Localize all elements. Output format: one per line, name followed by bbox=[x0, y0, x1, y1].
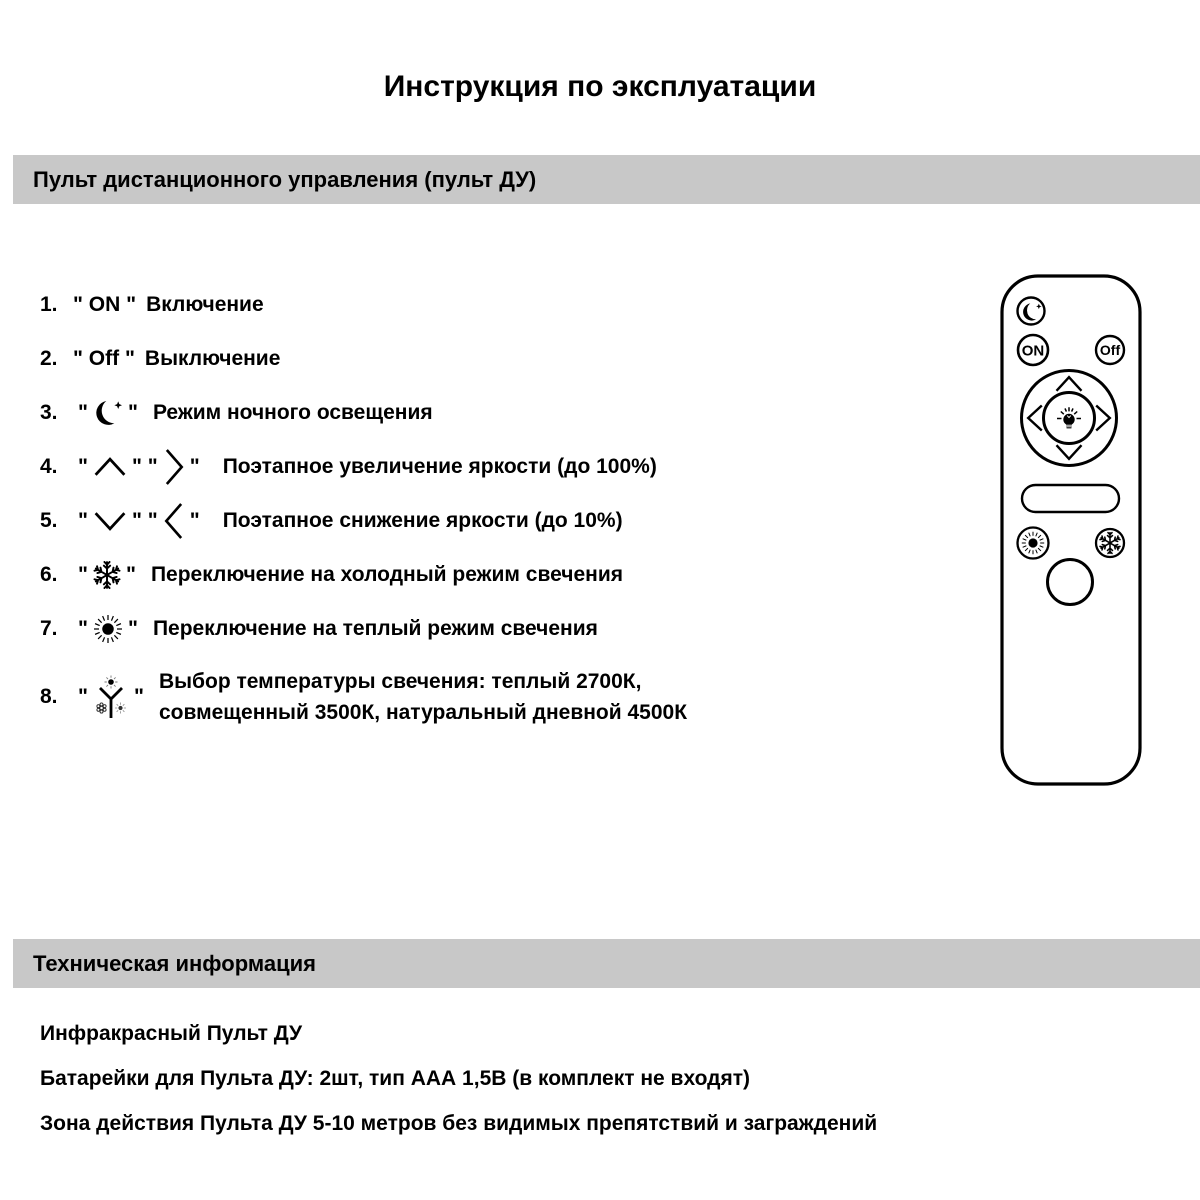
tech-line-batteries: Батарейки для Пульта ДУ: 2шт, тип ААА 1,5В (в комплект не входят) bbox=[40, 1067, 751, 1090]
item-label: Поэтапное снижение яркости (до 10%) bbox=[222, 509, 623, 532]
instruction-item-night-mode bbox=[40, 396, 687, 430]
chevron-right-icon bbox=[163, 448, 185, 486]
tech-line-remote-type: Инфракрасный Пульт ДУ bbox=[40, 1022, 303, 1045]
instruction-item-on bbox=[40, 288, 687, 322]
on-keyword: " ON " bbox=[73, 293, 137, 316]
item-label: Включение bbox=[146, 293, 264, 316]
quote-marks: " " bbox=[131, 455, 158, 478]
instruction-item-brightness-down bbox=[40, 504, 687, 538]
sun-icon bbox=[93, 614, 123, 644]
snowflake-icon bbox=[93, 561, 121, 589]
remote-control-illustration bbox=[1000, 274, 1142, 786]
item-number: 4. bbox=[40, 455, 58, 478]
quote-mark: " bbox=[125, 563, 136, 586]
quote-mark: " bbox=[189, 455, 200, 478]
round-bottom-button bbox=[1048, 560, 1093, 605]
section-header-tech-label: Техническая информация bbox=[33, 950, 316, 976]
svg-text:ON: ON bbox=[1021, 342, 1045, 360]
item-number: 1. bbox=[40, 293, 58, 316]
item-label: Выключение bbox=[144, 347, 281, 370]
night-mode-button bbox=[1018, 298, 1045, 325]
color-temperature-select-icon bbox=[93, 674, 129, 720]
chevron-down-icon bbox=[93, 510, 127, 532]
item-label bbox=[159, 666, 687, 728]
moon-night-icon bbox=[93, 398, 123, 428]
instruction-item-off bbox=[40, 342, 687, 376]
item-number: 7. bbox=[40, 617, 58, 640]
dpad bbox=[1022, 371, 1117, 466]
quote-mark: " bbox=[78, 455, 88, 478]
wide-pill-button bbox=[1022, 485, 1119, 512]
cold-mode-button bbox=[1096, 529, 1124, 557]
technical-info bbox=[40, 1021, 877, 1156]
item-label-line1: Выбор температуры свечения: теплый 2700К, bbox=[158, 670, 642, 693]
off-keyword: " Off " bbox=[73, 347, 135, 370]
instruction-item-brightness-up bbox=[40, 450, 687, 484]
quote-mark: " bbox=[78, 685, 88, 708]
quote-mark: " bbox=[189, 509, 200, 532]
item-number: 2. bbox=[40, 347, 58, 370]
instruction-item-cold-mode bbox=[40, 558, 687, 592]
on-button bbox=[1018, 335, 1048, 365]
item-number: 3. bbox=[40, 401, 58, 424]
page-title: Инструкция по эксплуатации bbox=[383, 70, 817, 103]
section-header-tech bbox=[13, 939, 1200, 988]
quote-mark: " bbox=[133, 685, 144, 708]
item-number: 5. bbox=[40, 509, 58, 532]
item-label: Поэтапное увеличение яркости (до 100%) bbox=[222, 455, 657, 478]
quote-mark: " bbox=[78, 509, 88, 532]
section-header-remote-label: Пульт дистанционного управления (пульт ДУ) bbox=[33, 166, 537, 192]
quote-mark: " bbox=[78, 563, 88, 586]
sun-icon bbox=[1022, 532, 1044, 554]
quote-mark: " bbox=[78, 617, 88, 640]
item-label: Переключение на теплый режим свечения bbox=[152, 617, 598, 640]
item-label: Режим ночного освещения bbox=[152, 401, 433, 424]
item-label-line2: совмещенный 3500К, натуральный дневной 4500К bbox=[158, 701, 688, 724]
instruction-item-warm-mode bbox=[40, 612, 687, 646]
item-number: 6. bbox=[40, 563, 58, 586]
instruction-item-color-temperature bbox=[40, 666, 687, 728]
section-header-remote bbox=[13, 155, 1200, 204]
quote-marks: " " bbox=[131, 509, 158, 532]
quote-mark: " bbox=[78, 401, 88, 424]
svg-text:Off: Off bbox=[1099, 342, 1121, 358]
quote-mark: " bbox=[127, 617, 138, 640]
instruction-list bbox=[40, 288, 687, 748]
chevron-up-icon bbox=[93, 456, 127, 478]
chevron-left-icon bbox=[163, 502, 185, 540]
tech-line-range: Зона действия Пульта ДУ 5-10 метров без видимых препятствий и заграждений bbox=[40, 1112, 878, 1135]
item-label: Переключение на холодный режим свечения bbox=[150, 563, 623, 586]
off-button bbox=[1096, 336, 1124, 364]
warm-mode-button bbox=[1018, 528, 1049, 559]
quote-mark: " bbox=[127, 401, 138, 424]
item-number: 8. bbox=[40, 685, 58, 708]
